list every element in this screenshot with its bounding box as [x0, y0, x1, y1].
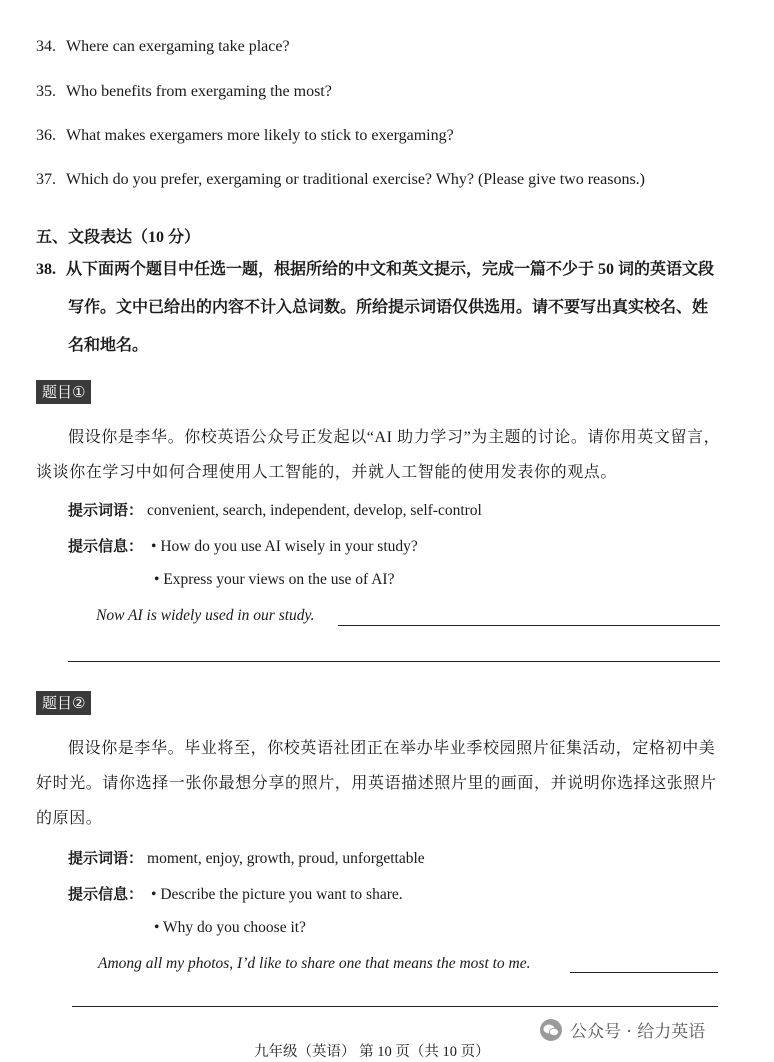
question-text: Where can exergaming take place?	[66, 38, 290, 55]
question-number: 38.	[36, 261, 56, 278]
info-bullet: • Describe the picture you want to share.	[151, 886, 403, 903]
topic-2-words-row	[68, 847, 425, 868]
info-bullet: • Express your views on the use of AI?	[154, 571, 395, 588]
instruction-line-2: 写作。文中已给出的内容不计入总词数。所给提示词语仅供选用。请不要写出真实校名、姓	[68, 299, 709, 316]
topic-1-paragraph: 假设你是李华。你校英语公众号正发起以“AI 助力学习”为主题的讨论。请你用英文留言，谈谈你在学习中如何合理使用人工智能的，并就人工智能的使用发表你的观点。	[36, 429, 721, 481]
answer-line[interactable]	[570, 972, 718, 973]
answer-line[interactable]	[72, 1006, 718, 1007]
words-label: 提示词语：	[68, 503, 144, 519]
topic-1-tag: 题目①	[36, 380, 91, 404]
words-list: moment, enjoy, growth, proud, unforgettable	[147, 850, 425, 867]
question-36	[36, 127, 454, 145]
topic-2-tag: 题目②	[36, 691, 91, 715]
watermark-text: 公众号 · 给力英语	[570, 1022, 706, 1042]
question-number: 37.	[36, 171, 56, 188]
info-label: 提示信息：	[68, 539, 144, 555]
section-title: 五、文段表达（10 分）	[36, 229, 201, 246]
instruction-line-3: 名和地名。	[68, 337, 149, 354]
wechat-icon	[540, 1019, 562, 1041]
question-number: 36.	[36, 127, 56, 144]
question-text: What makes exergamers more likely to stick to exergaming?	[66, 127, 454, 144]
question-text: Which do you prefer, exergaming or traditional exercise? Why? (Please give two reasons.)	[66, 171, 645, 188]
topic-1-lead-sentence: Now AI is widely used in our study.	[96, 607, 315, 624]
info-bullet: • Why do you choose it?	[154, 919, 306, 936]
info-label: 提示信息：	[68, 887, 144, 903]
answer-line[interactable]	[68, 661, 720, 662]
watermark	[540, 1017, 705, 1042]
question-34	[36, 38, 290, 56]
question-text: Who benefits from exergaming the most?	[66, 83, 332, 100]
question-number: 34.	[36, 38, 56, 55]
question-38	[36, 250, 714, 289]
words-label: 提示词语：	[68, 851, 144, 867]
topic-2-lead-sentence: Among all my photos, I’d like to share one that means the most to me.	[98, 955, 531, 972]
info-bullet: • How do you use AI wisely in your study?	[151, 538, 418, 555]
topic-2-info-row	[68, 883, 403, 904]
question-37	[36, 171, 645, 189]
page-footer: 九年级（英语） 第 10 页（共 10 页）	[254, 1044, 490, 1060]
words-list: convenient, search, independent, develop, self-control	[147, 502, 482, 519]
topic-2-paragraph: 假设你是李华。毕业将至，你校英语社团正在举办毕业季校园照片征集活动，定格初中美好时光。请你选择一张你最想分享的照片，用英语描述照片里的画面，并说明你选择这张照片的原因。	[36, 740, 717, 827]
topic-1-words-row	[68, 499, 482, 520]
instruction-line-1: 从下面两个题目中任选一题，根据所给的中文和英文提示，完成一篇不少于 50 词的英语文段	[66, 261, 715, 278]
question-number: 35.	[36, 83, 56, 100]
answer-line[interactable]	[338, 625, 720, 626]
question-35	[36, 83, 332, 101]
topic-1-info-row	[68, 535, 418, 556]
